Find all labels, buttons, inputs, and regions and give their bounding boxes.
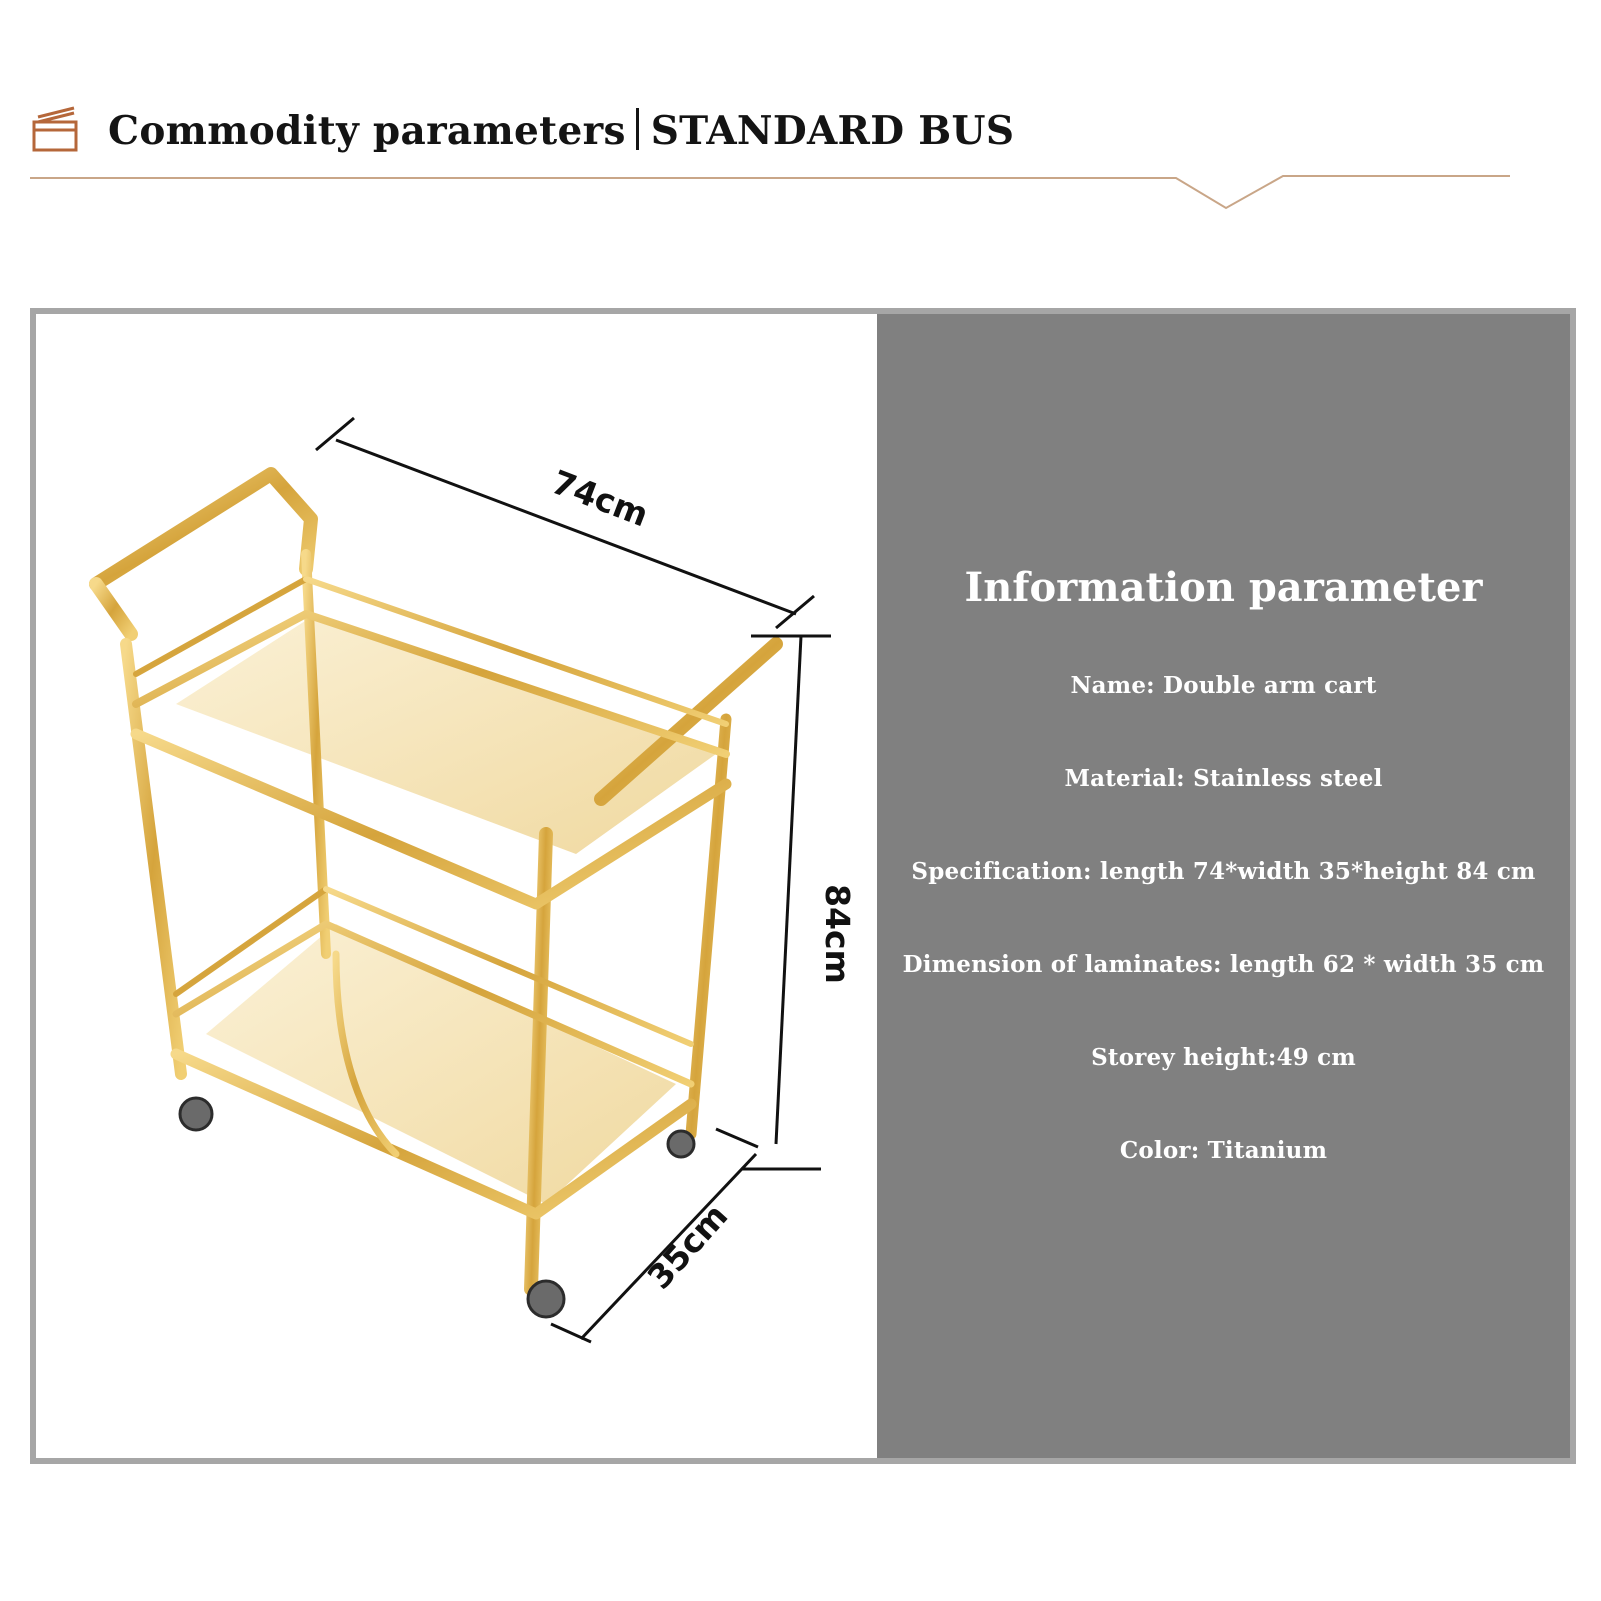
info-item-storey-height: Storey height:49 cm — [1091, 1044, 1356, 1071]
info-item-specification: Specification: length 74*width 35*height 84 cm — [911, 858, 1536, 885]
subtitle-text: STANDARD BUS — [650, 108, 1015, 154]
product-image-area — [36, 314, 876, 1458]
cart-illustration — [36, 314, 876, 1458]
info-list — [877, 672, 1570, 1230]
title-separator — [636, 108, 639, 150]
width-dimension-label: 35cm — [639, 1196, 736, 1297]
info-title: Information parameter — [964, 564, 1483, 611]
info-parameter-panel — [877, 314, 1570, 1458]
info-item-laminates: Dimension of laminates: length 62 * width 35 cm — [902, 951, 1545, 978]
header-section — [0, 0, 1601, 240]
spec-panel — [30, 308, 1576, 1464]
height-dimension-label: 84cm — [818, 884, 857, 984]
document-stack-icon — [30, 104, 82, 156]
info-item-material: Material: Stainless steel — [1064, 765, 1383, 792]
cart-frame — [96, 474, 776, 1289]
page-title — [108, 108, 1014, 154]
length-dimension-label: 74cm — [546, 462, 654, 535]
info-item-name: Name: Double arm cart — [1070, 672, 1377, 699]
header-divider — [30, 168, 1550, 218]
info-item-color: Color: Titanium — [1119, 1137, 1328, 1164]
title-text: Commodity parameters — [108, 108, 626, 154]
